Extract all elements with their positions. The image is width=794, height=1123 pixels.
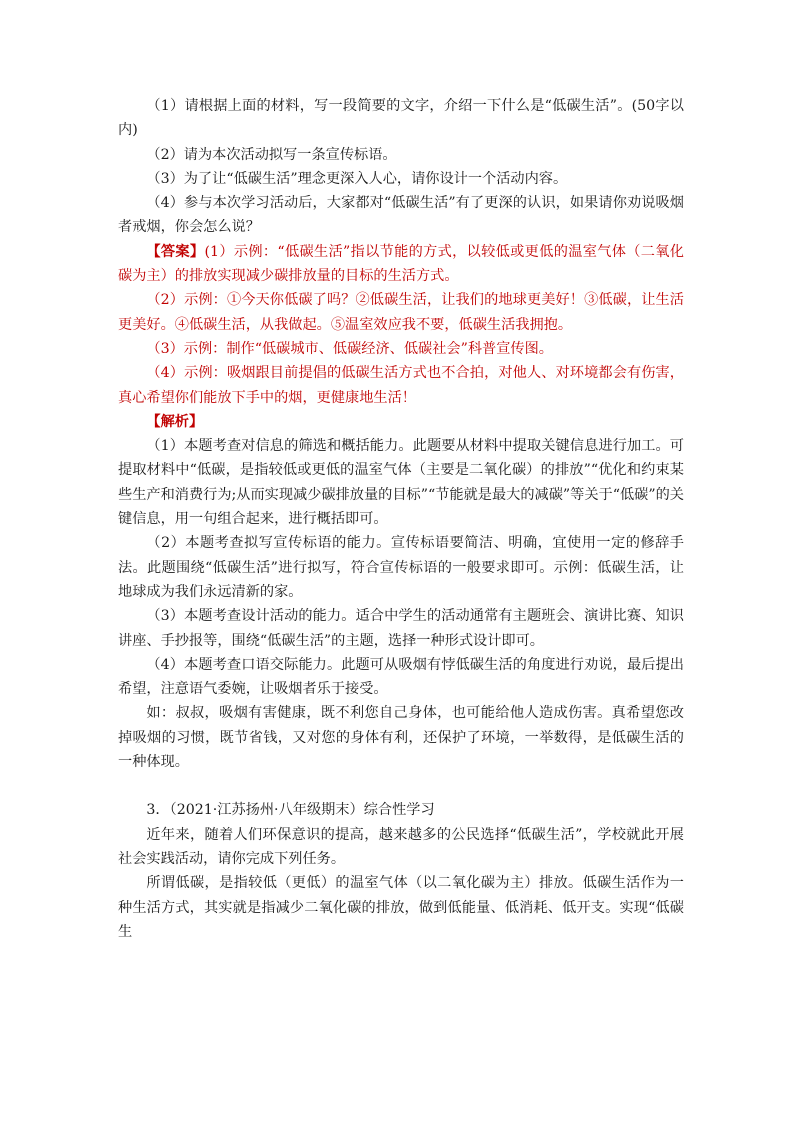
analysis-1: （1）本题考查对信息的筛选和概括能力。此题要从材料中提取关键信息进行加工。可提取材料中“低碳，是指较低或更低的温室气体（主要是二氧化碳）的排放”“优化和约束某些生产和消费行为;从而实现减少碳排放量的目标”“节能就是最大的减碳”等关于“低碳”的关键信息，用一句组合起来，进行概括即可。 — [118, 438, 684, 528]
question-3-intro: 近年来，随着人们环保意识的提高，越来越多的公民选择“低碳生活”，学校就此开展社会实践活动，请你完成下列任务。 — [118, 826, 684, 867]
question-3: （3）为了让“低碳生活”理念更深入人心，请你设计一个活动内容。 — [146, 170, 568, 187]
page-content — [118, 94, 684, 944]
answer-1 — [118, 240, 684, 289]
answer-2: （2）示例：①今天你低碳了吗？②低碳生活，让我们的地球更美好！③低碳，让生活更美好。④低碳生活，从我做起。⑤温室效应我不要，低碳生活我拥抱。 — [118, 292, 684, 333]
answer-tag: 【答案】 — [146, 243, 205, 260]
answer-1-text: (1）示例：“低碳生活”指以节能的方式，以较低或更低的温室气体（二氧化碳为主）的排放实现减少碳排放量的目标的生活方式。 — [118, 243, 684, 285]
question-3-material: 所谓低碳，是指较低（更低）的温室气体（以二氧化碳为主）排放。低碳生活作为一种生活方式，其实就是指减少二氧化碳的排放，做到低能量、低消耗、低开支。实现“低碳生 — [118, 875, 684, 940]
question-4: （4）参与本次学习活动后，大家都对“低碳生活”有了更深的认识，如果请你劝说吸烟者戒烟，你会怎么说？ — [118, 195, 684, 236]
question-2: （2）请为本次活动拟写一条宣传标语。 — [146, 146, 397, 163]
analysis-2: （2）本题考查拟写宣传标语的能力。宣传标语要简洁、明确，宜使用一定的修辞手法。此题围绕“低碳生活”进行拟写，符合宣传标语的一般要求即可。示例：低碳生活，让地球成为我们永远清新的家。 — [118, 535, 684, 600]
answer-4: （4）示例：吸烟跟目前提倡的低碳生活方式也不合拍，对他人、对环境都会有伤害，真心希望你们能放下手中的烟，更健康地生活！ — [118, 365, 684, 406]
answer-3: （3）示例：制作“低碳城市、低碳经济、低碳社会”科普宣传图。 — [146, 340, 553, 357]
analysis-3: （3）本题考查设计活动的能力。适合中学生的活动通常有主题班会、演讲比赛、知识讲座、手抄报等，围绕“低碳生活”的主题，选择一种形式设计即可。 — [118, 608, 684, 649]
analysis-tag: 【解析】 — [146, 413, 204, 430]
analysis-example: 如：叔叔，吸烟有害健康，既不利您自己身体，也可能给他人造成伤害。真希望您改掉吸烟的习惯，既节省钱，又对您的身体有利，还保护了环境，一举数得，是低碳生活的一种体现。 — [118, 705, 684, 771]
analysis-4: （4）本题考查口语交际能力。此题可从吸烟有悖低碳生活的角度进行劝说，最后提出希望，注意语气委婉，让吸烟者乐于接受。 — [118, 656, 684, 698]
section-spacer — [118, 774, 684, 798]
question-3-heading: 3．（2021·江苏扬州·八年级期末）综合性学习 — [146, 802, 435, 819]
analysis-heading — [118, 410, 684, 434]
question-1: （1）请根据上面的材料，写一段简要的文字，介绍一下什么是“低碳生活”。(50字以内) — [118, 98, 684, 139]
